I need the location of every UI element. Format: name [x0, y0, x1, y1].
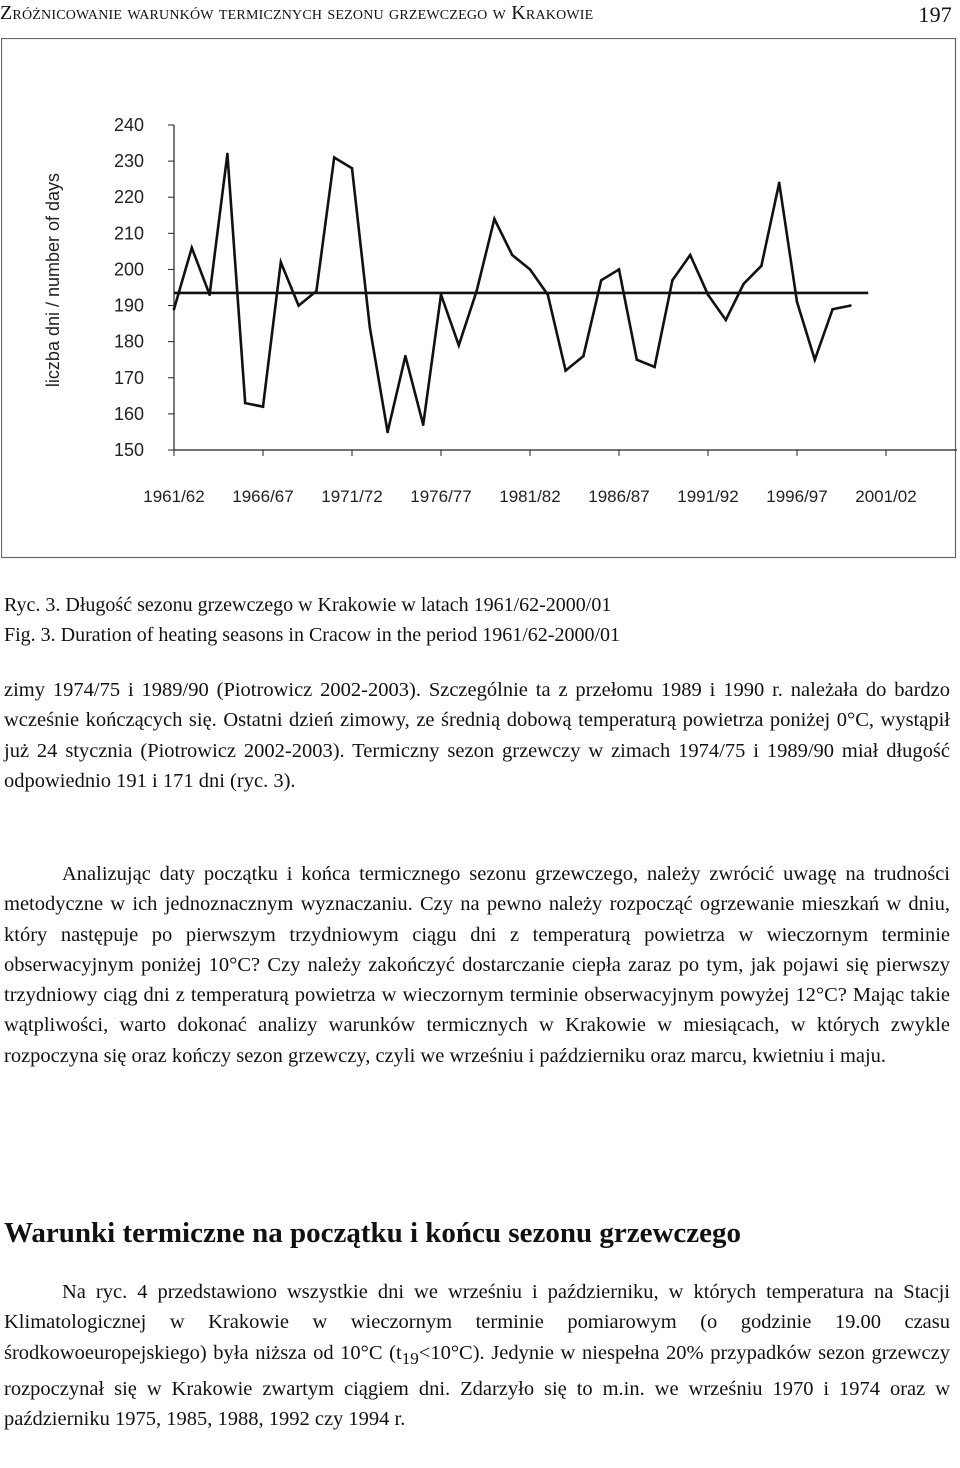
data-point [173, 308, 176, 311]
y-tick-label: 220 [113, 187, 144, 208]
data-point [422, 423, 425, 426]
data-point [636, 358, 639, 361]
body-paragraph-3 [4, 1277, 950, 1435]
heating-season-chart [1, 38, 957, 559]
y-tick-label: 200 [113, 259, 144, 280]
y-tick-label: 240 [113, 115, 144, 135]
x-tick-label: 1981/82 [499, 487, 561, 506]
body-paragraph-2 [4, 859, 950, 1071]
data-point [529, 268, 532, 271]
paragraph-text-part-a: Na ryc. 4 przedstawiono wszystkie dni we wrześniu i październiku, w których temperatura na Stacji Klimatologicznej w Krakowie w wieczornym terminie pomiarowym (o godzinie 19.00 czasu środkowoeuropejskiego) była niższa od 10°C (t [4, 1281, 950, 1364]
data-point [297, 304, 300, 307]
data-point [671, 279, 674, 282]
x-tick-label: 1966/67 [232, 487, 294, 506]
x-tick-label: 1991/92 [677, 487, 739, 506]
data-point [458, 344, 461, 347]
page-number: 197 [918, 2, 952, 27]
x-tick-label: 1961/62 [143, 487, 205, 506]
data-point [689, 254, 692, 257]
y-tick-label: 170 [113, 367, 144, 388]
y-tick-label: 160 [113, 403, 144, 424]
paragraph-text: Analizując daty początku i końca termicznego sezonu grzewczego, należy zwrócić uwagę na trudności metodyczne w ich jednoznacznym wyznaczaniu. Czy na pewno należy rozpocząć ogrzewanie mieszkań w dniu, który następuje po pierwszym trzydniowym ciągu dni z temperaturą powietrza w wieczornym terminie obserwacyjnym poniżej 10°C? Czy należy zakończyć dostarczanie ciepła zaraz po tym, jak pojawi się pierwszy trzydniowy ciąg dni z temperaturą powietrza w wieczornym terminie obserwacyjnym powyżej 12°C? Mając takie wątpliwości, warto dokonać analizy warunków termicznych w Krakowie w miesiącach, w których zwykle rozpoczyna się oraz kończy sezon grzewczy, czyli we wrześniu i październiku oraz marcu, kwietniu i maju. [4, 863, 950, 1067]
data-point [600, 279, 603, 282]
data-point [208, 293, 211, 296]
data-point [849, 304, 852, 307]
running-head-title: Zróżnicowanie warunków termicznych sezonu grzewczego w Krakowie [0, 2, 594, 24]
data-point [333, 156, 336, 159]
data-point [493, 218, 496, 221]
data-point [831, 308, 834, 311]
paragraph-text [4, 1277, 950, 1435]
data-point [191, 246, 194, 249]
subscript: 19 [401, 1348, 419, 1368]
data-point [386, 431, 389, 434]
data-point [707, 293, 710, 296]
data-point [653, 366, 656, 369]
data-point [315, 290, 318, 293]
figure-caption-pl: Ryc. 3. Długość sezonu grzewczego w Krakowie w latach 1961/62-2000/01 [4, 594, 612, 616]
x-tick-label: 1986/87 [588, 487, 650, 506]
y-axis-label: liczba dni / number of days [43, 172, 63, 388]
data-point [369, 326, 372, 329]
data-point [226, 153, 229, 156]
data-point [547, 293, 550, 296]
data-point [618, 268, 621, 271]
x-tick-label: 1976/77 [410, 487, 472, 506]
paragraph-text: zimy 1974/75 i 1989/90 (Piotrowicz 2002-2003). Szczególnie ta z przełomu 1989 i 1990 r. należała do bardzo wcześnie kończących się. Ostatni dzień zimowy, ze średnią dobową temperaturą powietrza poniżej 0°C, wystąpił już 24 stycznia (Piotrowicz 2002-2003). Termiczny sezon grzewczy w zimach 1974/75 i 1989/90 miał długość odpowiednio 191 i 171 dni (ryc. 3). [4, 679, 950, 792]
section-heading: Warunki termiczne na początku i końcu sezonu grzewczego [4, 1217, 742, 1249]
data-point [511, 254, 514, 257]
y-tick-label: 180 [113, 331, 144, 352]
data-point [760, 265, 763, 268]
x-tick-label: 1996/97 [766, 487, 828, 506]
x-tick-label: 2001/02 [855, 487, 917, 506]
figure-caption-en: Fig. 3. Duration of heating seasons in Cracow in the period 1961/62-2000/01 [4, 624, 621, 646]
data-point [778, 181, 781, 184]
data-point [280, 261, 283, 264]
data-point [440, 293, 443, 296]
data-point [564, 369, 567, 372]
running-head [0, 2, 952, 32]
y-tick-label: 210 [113, 223, 144, 244]
data-point [475, 290, 478, 293]
data-point [404, 355, 407, 358]
paragraph-text-part-b: <10°C). Jedynie w niespełna 20% przypadków sezon grzewczy rozpoczynał się w Krakowie zwartym ciągiem dni. Zdarzyło się to m.in. we wrześniu 1970 i 1974 oraz w październiku 1975, 1985, 1988, 1992 czy 1994 r. [4, 1341, 950, 1431]
y-tick-label: 230 [113, 151, 144, 172]
data-point [725, 319, 728, 322]
body-paragraph-1 [4, 675, 950, 796]
data-point [582, 355, 585, 358]
figure-frame [2, 39, 956, 558]
data-point [244, 402, 247, 405]
figure-3 [1, 38, 957, 559]
y-tick-label: 150 [113, 440, 144, 460]
data-point [796, 301, 799, 304]
data-point [351, 167, 354, 170]
data-point [814, 358, 817, 361]
data-point [262, 405, 265, 408]
x-tick-label: 1971/72 [321, 487, 383, 506]
y-tick-label: 190 [113, 295, 144, 316]
data-point [742, 283, 745, 286]
